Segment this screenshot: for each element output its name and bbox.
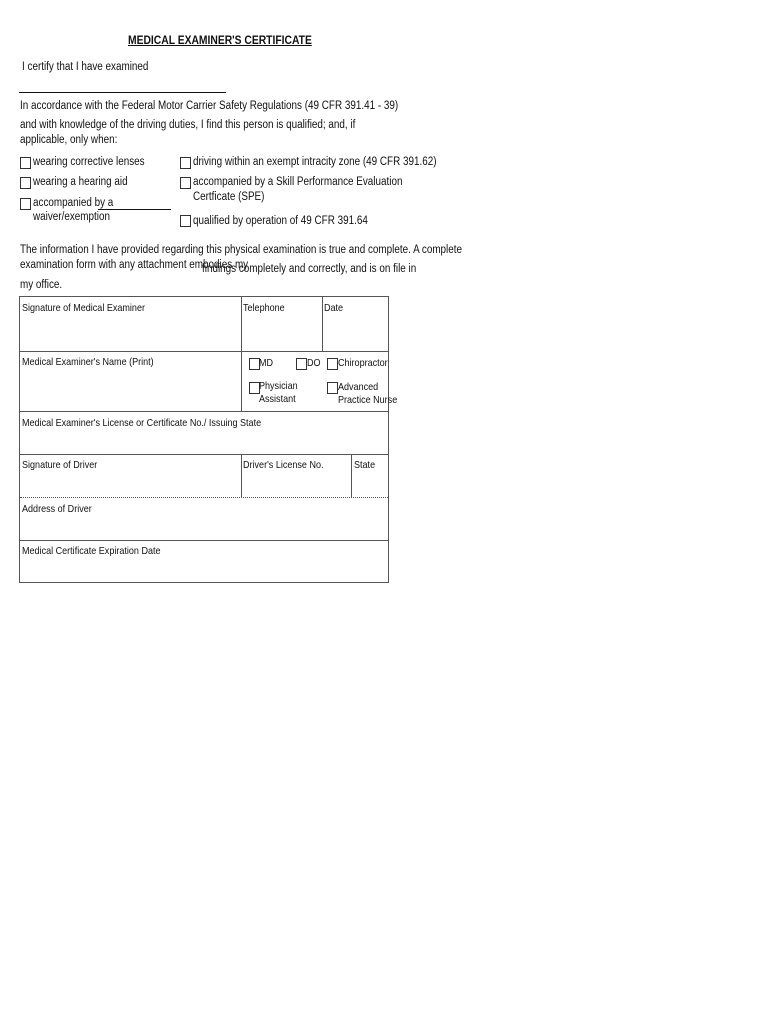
apn-label-line-2: Practice Nurse [338,394,398,406]
do-checkbox[interactable] [296,358,307,370]
physician-label-line-1: Physician [259,380,298,392]
physician-label-line-2: Assistant [259,393,296,405]
date-field[interactable]: Date [324,302,344,314]
address-field[interactable]: Address of Driver [22,503,92,515]
row-divider [20,351,388,352]
corrective-lenses-label: wearing corrective lenses [33,156,145,168]
statement-line-2: examination form with any attachment embodies my [20,259,249,271]
accordance-line-2: and with knowledge of the driving duties, I find this person is qualified; and, if [20,119,356,131]
apn-label-line-1: Advanced [338,381,379,393]
statement-line-1: The information I have provided regarding this physical examination is true and complete. A complete [20,244,462,256]
accordance-line-3: applicable, only when: [20,134,118,146]
chiropractor-checkbox[interactable] [327,358,338,370]
row-divider [20,454,388,455]
intracity-zone-checkbox[interactable] [180,157,191,169]
advanced-practice-nurse-checkbox[interactable] [327,382,338,394]
waiver-label-line-2: waiver/exemption [33,211,110,223]
waiver-checkbox[interactable] [20,198,31,210]
col-divider [351,454,352,497]
certificate-form [19,296,398,583]
row-divider [20,540,388,541]
qualified-391-64-checkbox[interactable] [180,215,191,227]
row-divider [20,497,388,498]
waiver-number-line[interactable] [98,209,171,210]
examiner-name-field[interactable]: Medical Examiner's Name (Print) [22,356,154,368]
hearing-aid-checkbox[interactable] [20,177,31,189]
qualified-391-64-label: qualified by operation of 49 CFR 391.64 [193,215,368,227]
statement-line-2b: findings completely and correctly, and is on file in [202,263,417,275]
do-label: DO [307,357,321,369]
spe-checkbox[interactable] [180,177,191,189]
hearing-aid-label: wearing a hearing aid [33,176,128,188]
row-divider [20,411,388,412]
sig-driver-field[interactable]: Signature of Driver [22,459,98,471]
accordance-line-1: In accordance with the Federal Motor Carrier Safety Regulations (49 CFR 391.41 - 39) [20,100,399,112]
spe-label-line-2: Certficate (SPE) [193,191,265,203]
chiropractor-label: Chiropractor [338,357,388,369]
col-divider [241,297,242,411]
state-field[interactable]: State [354,459,376,471]
expiration-date-field[interactable]: Medical Certificate Expiration Date [22,545,161,557]
col-divider [322,297,323,351]
certify-text: I certify that I have examined [22,61,149,73]
spe-label-line-1: accompanied by a Skill Performance Evaluation [193,176,403,188]
license-field[interactable]: Medical Examiner's License or Certificate No./ Issuing State [22,417,262,429]
intracity-zone-label: driving within an exempt intracity zone (49 CFR 391.62) [193,156,437,168]
col-divider [241,454,242,497]
corrective-lenses-checkbox[interactable] [20,157,31,169]
sig-examiner-field[interactable]: Signature of Medical Examiner [22,302,145,314]
waiver-label-line-1: accompanied by a [33,197,114,209]
statement-line-3: my office. [20,279,63,291]
examined-name-line[interactable] [19,92,226,93]
drivers-license-field[interactable]: Driver's License No. [243,459,324,471]
telephone-field[interactable]: Telephone [243,302,285,314]
page-title: MEDICAL EXAMINER'S CERTIFICATE [128,33,312,47]
md-label: MD [259,357,274,369]
